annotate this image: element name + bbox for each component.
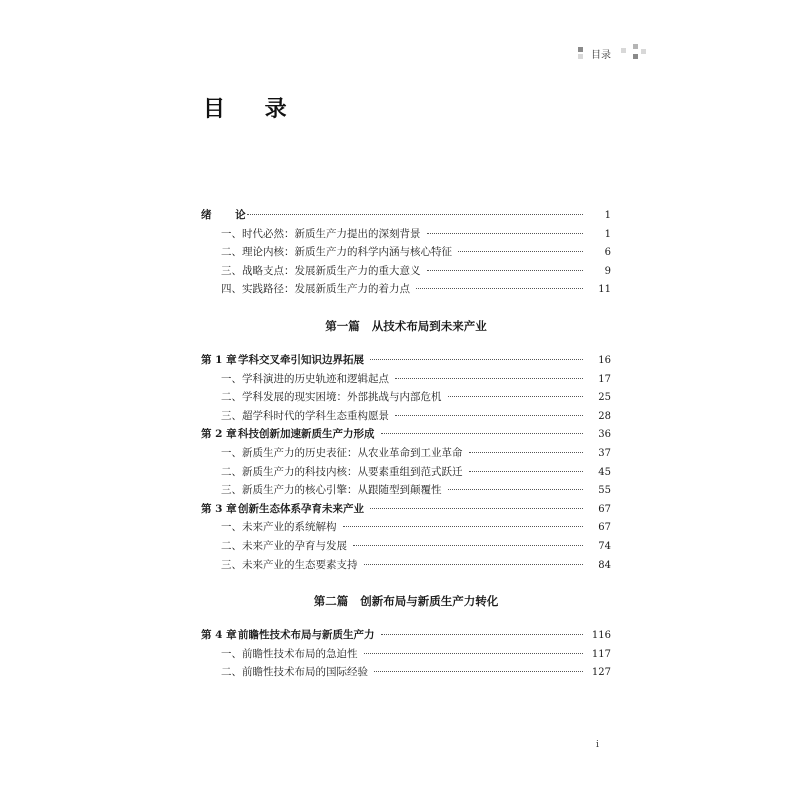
dot-leader — [395, 378, 583, 379]
toc-entry[interactable] — [201, 481, 611, 500]
page-number: 117 — [591, 648, 611, 660]
toc-entry[interactable] — [201, 663, 611, 682]
page-number: 25 — [598, 392, 611, 404]
part-heading: 第一篇 从技术布局到未来产业 — [325, 318, 487, 333]
page-number: 36 — [598, 429, 611, 441]
page-title: 目 录 — [203, 96, 303, 122]
dot-leader — [469, 452, 584, 453]
page-number: 45 — [598, 466, 611, 478]
dot-leader — [374, 671, 583, 672]
entry-title: 一、学科演进的历史轨迹和逻辑起点 — [221, 372, 389, 385]
chapter-label: 第 2 章 — [201, 428, 237, 441]
entry-title: 二、未来产业的孕育与发展 — [221, 539, 347, 552]
dot-leader — [381, 433, 584, 434]
decorative-squares-left — [578, 47, 583, 59]
page-number: 17 — [598, 373, 611, 385]
toc-entry-chapter[interactable] — [201, 351, 611, 370]
chapter-label: 第 4 章 — [201, 629, 237, 642]
chapter-title: 科技创新加速新质生产力形成 — [238, 428, 375, 441]
chapter-label: 第 3 章 — [201, 502, 237, 515]
page-number: 9 — [604, 265, 611, 277]
dot-leader — [416, 288, 583, 289]
entry-title: 二、理论内核：新质生产力的科学内涵与核心特征 — [221, 246, 452, 259]
toc-entry[interactable] — [201, 556, 611, 575]
page-number: 1 — [604, 210, 611, 221]
page-number: 55 — [598, 485, 611, 497]
toc-entry[interactable] — [201, 225, 611, 244]
toc-entry[interactable] — [201, 407, 611, 426]
entry-title: 二、前瞻性技术布局的国际经验 — [221, 666, 368, 679]
page-footer-number: i — [596, 740, 599, 750]
dot-leader — [364, 653, 584, 654]
entry-title: 一、新质生产力的历史表征：从农业革命到工业革命 — [221, 446, 463, 459]
table-of-contents — [201, 206, 611, 682]
entry-title: 三、未来产业的生态要素支持 — [221, 558, 358, 571]
page-number: 37 — [598, 447, 611, 459]
decorative-squares-right — [619, 44, 647, 62]
page-number: 116 — [591, 630, 611, 642]
part-heading: 第二篇 创新布局与新质生产力转化 — [313, 594, 499, 609]
entry-title: 三、战略支点：发展新质生产力的重大意义 — [221, 264, 421, 277]
page-number: 16 — [598, 354, 611, 366]
entry-title: 一、前瞻性技术布局的急迫性 — [221, 647, 358, 660]
toc-entry-chapter[interactable] — [201, 425, 611, 444]
entry-title: 三、超学科时代的学科生态重构愿景 — [221, 409, 389, 422]
toc-entry[interactable] — [201, 243, 611, 262]
page-number: 11 — [598, 284, 611, 296]
dot-leader — [353, 545, 583, 546]
toc-entry[interactable] — [201, 463, 611, 482]
toc-entry[interactable] — [201, 537, 611, 556]
dot-leader — [469, 471, 584, 472]
dot-leader — [247, 214, 583, 215]
running-header-title: 目录 — [591, 49, 611, 61]
dot-leader — [448, 396, 584, 397]
toc-entry[interactable] — [201, 262, 611, 281]
intro-label: 绪 论 — [201, 209, 256, 221]
dot-leader — [427, 233, 584, 234]
toc-entry[interactable] — [201, 444, 611, 463]
dot-leader — [458, 251, 583, 252]
dot-leader — [370, 508, 583, 509]
entry-title: 一、时代必然：新质生产力提出的深刻背景 — [221, 227, 421, 240]
page-number: 28 — [598, 410, 611, 422]
entry-title: 二、新质生产力的科技内核：从要素重组到范式跃迁 — [221, 465, 463, 478]
dot-leader — [427, 270, 584, 271]
page-number: 127 — [591, 667, 611, 679]
toc-entry[interactable] — [201, 518, 611, 537]
running-header — [578, 44, 647, 62]
dot-leader — [364, 564, 584, 565]
toc-entry[interactable] — [201, 280, 611, 299]
page-number: 67 — [598, 503, 611, 515]
dot-leader — [381, 634, 584, 635]
chapter-label: 第 1 章 — [201, 353, 237, 366]
page-number: 74 — [598, 540, 611, 552]
dot-leader — [448, 489, 584, 490]
page-number: 67 — [598, 522, 611, 534]
entry-title: 二、学科发展的现实困境：外部挑战与内部危机 — [221, 391, 442, 404]
chapter-title: 学科交叉牵引知识边界拓展 — [238, 353, 364, 366]
entry-title: 四、实践路径：发展新质生产力的着力点 — [221, 283, 410, 296]
dot-leader — [343, 526, 584, 527]
page-number: 84 — [598, 559, 611, 571]
entry-title: 三、新质生产力的核心引擎：从跟随型到颠覆性 — [221, 484, 442, 497]
chapter-title: 前瞻性技术布局与新质生产力 — [238, 629, 375, 642]
dot-leader — [395, 415, 583, 416]
toc-entry[interactable] — [201, 645, 611, 664]
dot-leader — [370, 359, 583, 360]
toc-entry-introduction[interactable] — [201, 206, 611, 225]
toc-entry[interactable] — [201, 370, 611, 389]
entry-title: 一、未来产业的系统解构 — [221, 521, 337, 534]
toc-entry-chapter[interactable] — [201, 500, 611, 519]
toc-entry[interactable] — [201, 388, 611, 407]
toc-entry-chapter[interactable] — [201, 626, 611, 645]
page-number: 1 — [604, 228, 611, 240]
page-number: 6 — [604, 247, 611, 259]
chapter-title: 创新生态体系孕育未来产业 — [238, 502, 364, 515]
